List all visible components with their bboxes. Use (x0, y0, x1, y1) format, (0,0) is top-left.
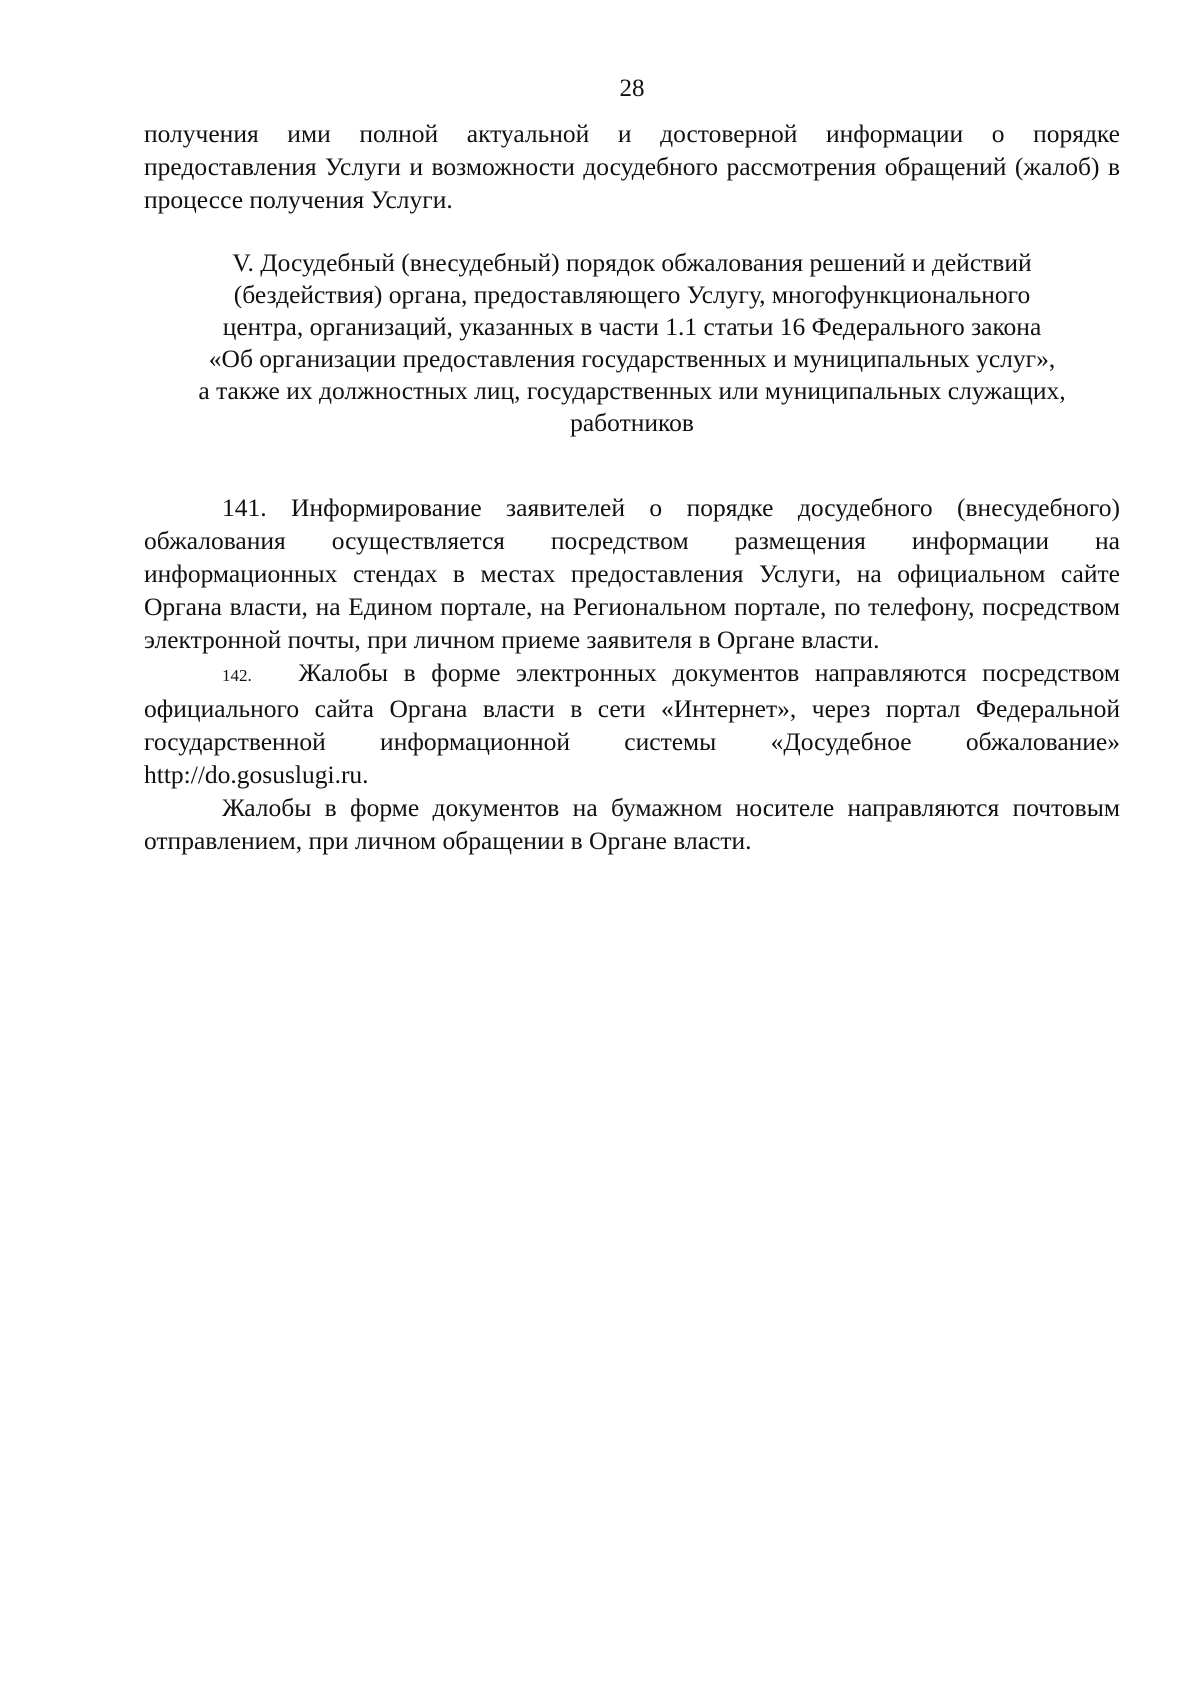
heading-line: центра, организаций, указанных в части 1.1 статьи 16 Федерального закона (222, 312, 1042, 341)
heading-line: «Об организации предоставления государственных и муниципальных услуг», (208, 344, 1056, 373)
paragraph-text: Жалобы в форме электронных документов направляются посредством официального сайта Органа власти в сети «Интернет», через портал Федеральной государственной информационной системы «Досудебное обжалование» http://do.gosuslugi.ru. (144, 658, 1121, 789)
body-paragraphs (144, 491, 1120, 857)
section-heading (144, 247, 1120, 439)
heading-line: (бездействия) органа, предоставляющего Услугу, многофункционального (233, 280, 1031, 309)
continuation-paragraph: получения ими полной актуальной и достоверной информации о порядке предоставления Услуги и возможности досудебного рассмотрения обращений (жалоб) в процессе получения Услуги. (144, 119, 1120, 214)
paragraph-141 (144, 491, 1120, 656)
page-number: 28 (619, 75, 645, 102)
paragraph-142 (144, 656, 1120, 791)
paragraph-number: 141. (222, 493, 267, 522)
heading-line: V. Досудебный (внесудебный) порядок обжалования решений и действий (232, 248, 1032, 277)
paragraph-text: Информирование заявителей о порядке досудебного (внесудебного) обжалования осуществляется посредством размещения информации на информационных стендах в местах предоставления Услуги, на официальном сайте Органа власти, на Едином портале, на Региональном портале, по телефону, посредством электронной почты, при личном приеме заявителя в Органе власти. (144, 493, 1121, 654)
paragraph-number: 142. (222, 666, 252, 685)
paragraph-142-continued: Жалобы в форме документов на бумажном носителе направляются почтовым отправлением, при личном обращении в Органе власти. (144, 793, 1120, 855)
heading-line: а также их должностных лиц, государственных или муниципальных служащих, (198, 376, 1066, 405)
heading-line: работников (570, 408, 694, 437)
